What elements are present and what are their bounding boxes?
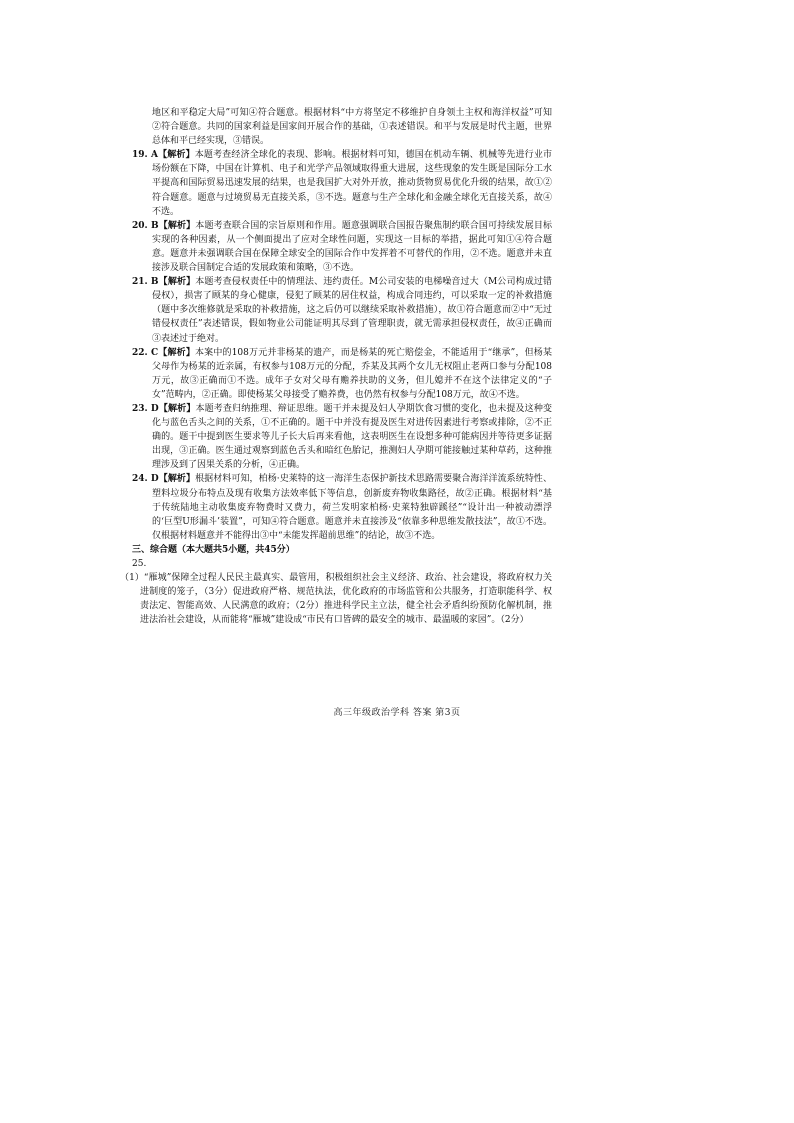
answer-content: [120, 106, 552, 627]
answer-24-text: 根据材料可知，柏杨·史莱特的这一海洋生态保护新技术思路需要聚合海洋洋流系统特性、塑料垃圾分布特点及现有收集方法效率低下等信息，创新废弃物收集路径，故②正确。根据材料“基于传统陆地主动收集废弃物费时又费力，荷兰发明家柏杨·史莱特独辟蹊径”“设计出一种被动漂浮的‘巨型U形漏斗’装置”，可知④符合题意。题意并未直接涉及“依靠多种思维发散技法”，故①不选。仅根据材料题意并不能得出③中“未能发挥超前思维”的结论，故③不选。: [152, 474, 552, 541]
answer-22-text: 本案中的108万元并非杨某的遗产，而是杨某的死亡赔偿金，不能适用于“继承”，但杨某父母作为杨某的近亲属，有权参与108万元的分配，乔某及其两个女儿无权阻止老两口参与分配108万元，故③正确而①不选。成年子女对父母有赡养扶助的义务，但儿媳并不在这个法律定义的“子女”范畴内，②正确。即使杨某父母接受了赡养费，也仍然有权参与分配108万元，故④不选。: [152, 347, 552, 400]
answer-23: [132, 402, 552, 472]
answer-21-text: 本题考查侵权责任中的情理法、违约责任。M公司安装的电梯噪音过大（M公司构成过错侵权），损害了顾某的身心健康，侵犯了顾某的居住权益，构成合同违约，可以采取一定的补救措施（题中多次维修就是采取的补救措施，这之后仍可以继续采取补救措施），故①符合题意而②中“无过错侵权责任”表述错误，假如物业公司能证明其尽到了管理职责，就无需承担侵权责任，故④正确而③表述过于绝对。: [152, 277, 552, 344]
answer-20-text: 本题考查联合国的宗旨原则和作用。题意强调联合国报告聚焦制约联合国可持续发展目标实现的各种因素，从一个侧面提出了应对全球性问题，实现这一目标的举措，据此可知①④符合题意。题意并未强调联合国在保障全球安全的国际合作中发挥着不可替代的作用，②不选。题意并未直接涉及联合国制定合适的发展政策和策略，③不选。: [152, 220, 552, 274]
answer-23-label: 23. D【解析】: [132, 403, 196, 414]
answer-22-label: 22. C【解析】: [132, 347, 195, 358]
answer-19-text: 本题考查经济全球化的表现、影响。根据材料可知，德国在机动车辆、机械等先进行业市场份额在下降，中国在计算机、电子和光学产品领域取得重大进展，这些现象的发生既是国际分工水平提高和国际贸易迅速发展的结果，也是我国扩大对外开放，推动货物贸易优化升级的结果，故①②符合题意。题意与过境贸易无直接关系，③不选。题意与生产全球化和金融全球化无直接关系，故④不选。: [152, 150, 552, 217]
answer-20-label: 20. B【解析】: [132, 220, 196, 231]
answer-25-label: 25.: [132, 559, 147, 569]
answer-21-label: 21. B【解析】: [132, 277, 196, 288]
q18-continuation: 地区和平稳定大局”可知④符合题意。根据材料“中方将坚定不移维护自身领土主权和海洋权益”可知②符合题意。共同的国家利益是国家间开展合作的基础，①表述错误。和平与发展是时代主题，世界总体和平已经实现，③错误。: [152, 108, 552, 147]
section-heading: 三、综合题（本大题共5小题，共45分）: [132, 544, 295, 555]
answer-19: [132, 148, 552, 218]
answer-19-label: 19. A【解析】: [132, 150, 195, 161]
answer-25-part-1: （1）“雁城”保障全过程人民民主最真实、最管用，积极组织社会主义经济、政治、社会建设，将政府权力关进制度的笼子，（3分）促进政府严格、规范执法，优化政府的市场监管和公共服务，打造职能科学、权责法定、智能高效、人民满意的政府；（2分）推进科学民主立法，健全社会矛盾纠纷预防化解机制，推进法治社会建设，从而能将“雁城”建设成“市民有口皆碑的最安全的城市、最温暖的家园”。（2分）: [120, 573, 552, 626]
page-footer: 高三年级政治学科 答案 第3页: [333, 708, 461, 718]
answer-20: [132, 219, 552, 275]
answer-24: [132, 472, 552, 542]
answer-24-label: 24. D【解析】: [132, 474, 196, 485]
answer-21: [132, 275, 552, 345]
answer-23-text: 本题考查归纳推理、辩证思维。题干并未提及妇人孕期饮食习惯的变化，也未提及这种变化与蓝色舌头之间的关系，①不正确的。题干中并没有提及医生对进传因素进行考察或排除，②不正确的。题干中提到医生要求等儿子长大后再来看他，这表明医生在设想多种可能病因并等待更多证据出现，③正确。医生通过观察到蓝色舌头和暗红色胎记，推测妇人孕期可能接触过某种草药，这种推理涉及到了因果关系的分析，④正确。: [152, 403, 552, 471]
answer-22: [132, 346, 552, 402]
